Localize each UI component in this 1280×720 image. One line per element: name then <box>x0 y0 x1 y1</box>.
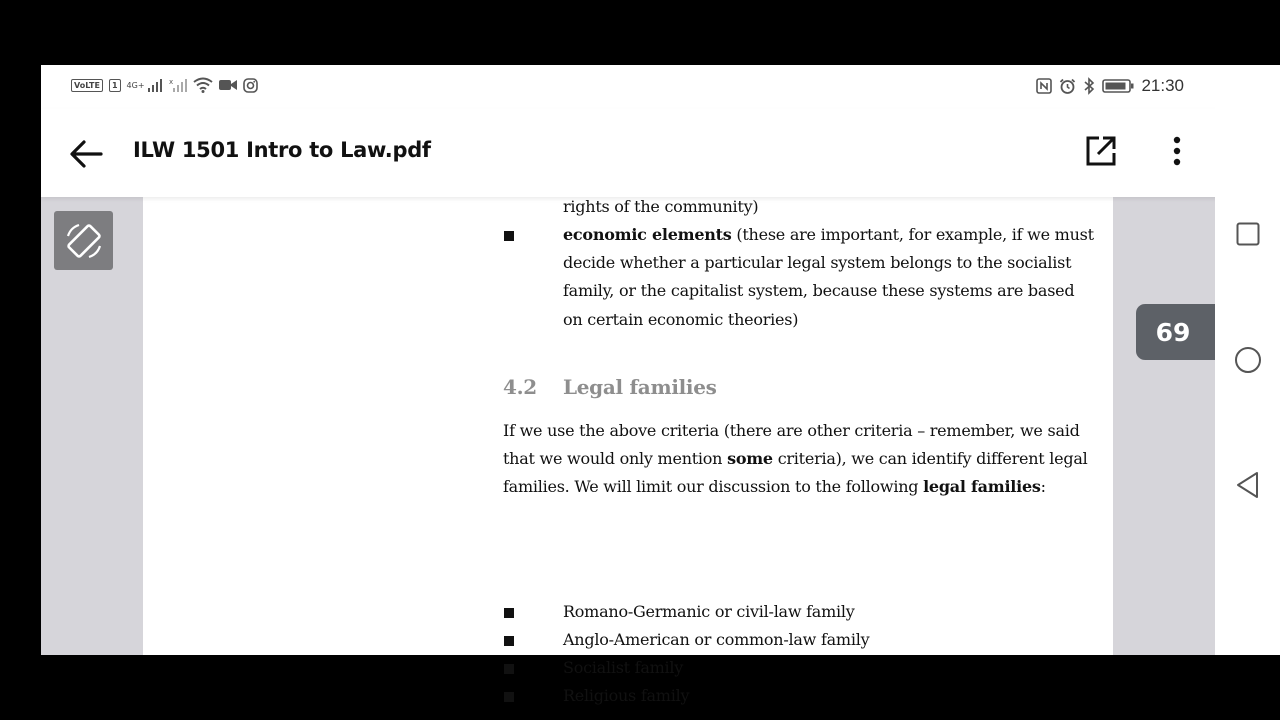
phone-screen <box>41 65 1280 705</box>
page-number-badge[interactable]: 69 <box>1136 304 1216 360</box>
home-button[interactable] <box>1233 345 1263 375</box>
section-heading <box>503 375 717 399</box>
screen-rotation-icon <box>63 220 105 262</box>
navigation-bar <box>1215 65 1280 655</box>
signal-no-service-icon <box>169 78 187 92</box>
app-bar <box>41 109 1280 197</box>
network-type-label: 4G+ <box>126 80 145 90</box>
back-nav-button[interactable] <box>1233 470 1263 500</box>
nfc-icon <box>1036 78 1052 94</box>
list-item: Socialist family <box>563 658 684 677</box>
list-item-text: decide whether a particular legal system belongs to the socialist <box>563 253 1072 272</box>
document-title: ILW 1501 Intro to Law.pdf <box>133 138 431 162</box>
bullet-icon <box>504 692 514 702</box>
list-item: Anglo-American or common-law family <box>563 630 870 649</box>
section-title: Legal families <box>563 375 717 399</box>
instagram-icon <box>243 78 258 93</box>
triangle-back-icon <box>1235 471 1261 499</box>
alarm-icon <box>1059 78 1076 95</box>
svg-text:x: x <box>168 78 173 86</box>
wifi-icon <box>193 77 213 93</box>
screen-rotate-button[interactable] <box>54 211 113 270</box>
list-item-text: on certain economic theories) <box>563 310 799 329</box>
bold-term: economic elements <box>563 225 732 244</box>
bullet-icon <box>504 636 514 646</box>
clock: 21:30 <box>1141 76 1184 95</box>
sim-indicator: 1 <box>109 79 121 92</box>
signal-icon <box>147 78 163 92</box>
volte-indicator: VoLTE <box>71 79 103 92</box>
bullet-icon <box>504 608 514 618</box>
circle-icon <box>1234 346 1262 374</box>
paragraph-line: that we would only mention some criteria), we can identify different legal <box>503 449 1088 468</box>
bullet-icon <box>504 231 514 241</box>
list-item: Romano-Germanic or civil-law family <box>563 602 855 621</box>
list-item: Religious family <box>563 686 690 705</box>
section-number: 4.2 <box>503 375 537 399</box>
arrow-back-icon <box>69 139 103 169</box>
paragraph-line: If we use the above criteria (there are other criteria – remember, we said <box>503 421 1080 440</box>
more-options-button[interactable] <box>1157 131 1197 171</box>
status-bar <box>41 65 1280 109</box>
list-item-text: family, or the capitalist system, because these systems are based <box>563 281 1075 300</box>
recents-button[interactable] <box>1233 219 1263 249</box>
more-vertical-icon <box>1173 136 1181 166</box>
battery-icon <box>1102 78 1134 94</box>
video-call-icon <box>219 79 237 91</box>
list-item-text: rights of the community) <box>563 197 759 216</box>
back-button[interactable] <box>65 133 107 175</box>
pdf-page[interactable] <box>143 185 1113 705</box>
square-icon <box>1236 222 1260 246</box>
bullet-icon <box>504 664 514 674</box>
bluetooth-icon <box>1083 77 1095 95</box>
paragraph-line: families. We will limit our discussion to the following legal families: <box>503 477 1046 496</box>
list-item-text: economic elements (these are important, for example, if we must <box>563 225 1094 244</box>
open-in-new-icon <box>1085 135 1117 167</box>
open-external-button[interactable] <box>1081 131 1121 171</box>
